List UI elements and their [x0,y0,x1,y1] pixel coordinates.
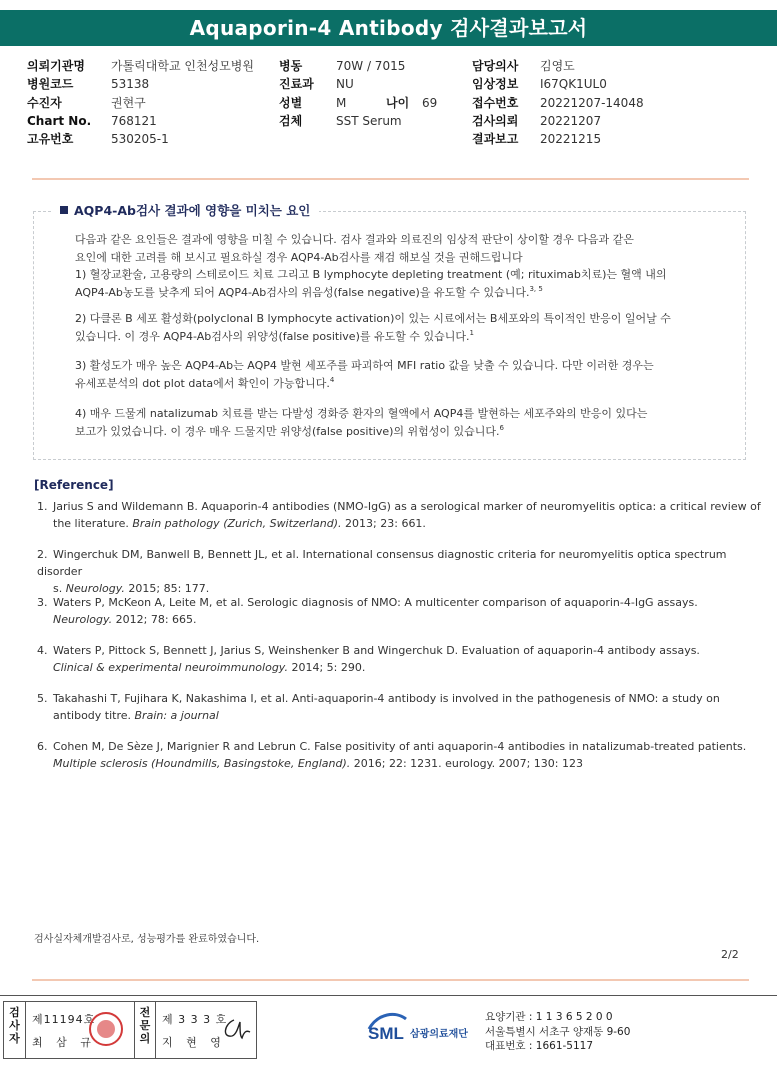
ref-text: 2014; 5: 290. [287,661,366,674]
field-label: 고유번호 [27,132,74,147]
doctor-cell [156,1002,256,1058]
square-bullet-icon [60,206,68,214]
text-span: 보고가 있었습니다. 이 경우 매우 드물지만 위양성(false positive)의 위험성이 있습니다. [75,424,500,438]
text-line: 요인에 대한 고려를 해 보시고 필요하실 경우 AQP4-Ab검사를 재검 해보실 것을 권해드립니다 [75,250,523,264]
text-line: 3) 활성도가 매우 높은 AQP4-Ab는 AQP4 발현 세포주를 파괴하여 MFI ratio 값을 낮출 수 있습니다. 다만 이러한 경우는 [75,359,654,372]
sml-logo-icon [366,1009,478,1045]
text-line [75,328,725,346]
factor-3 [75,357,725,392]
text-line: 4) 매우 드물게 natalizumab 치료를 받는 다발성 경화증 환자의 혈액에서 AQP4를 발현하는 세포주와의 반응이 있다는 [75,407,648,420]
ref-text: Takahashi T, Fujihara K, Nakashima I, et al. Anti-aquaporin-4 antibody is involved in the pathogenesis of NMO: a study on [53,692,720,705]
field-value: 20221207-14048 [540,95,644,110]
citation: 1 [469,328,474,337]
field-value: SST Serum [336,113,402,128]
footer-line [0,995,777,996]
text-line: 다음과 같은 요인들은 결과에 영향을 미칠 수 있습니다. 검사 결과와 의료진의 임상적 판단이 상이할 경우 다음과 같은 [75,233,634,246]
patient-info-col3 [472,57,644,148]
reference-item [37,498,769,532]
field-label: 수진자 [27,95,62,110]
field-value: I67QK1UL0 [540,77,607,92]
logo-mark: SML [368,1024,404,1043]
age-value: 69 [422,95,438,110]
text-span: 유세포분석의 dot plot data에서 확인이 가능합니다. [75,376,330,390]
factors-title-text: AQP4-Ab검사 결과에 영향을 미치는 요인 [74,203,311,218]
tester-cell [26,1002,134,1058]
field-label: 검체 [279,113,303,128]
ref-text: Waters P, McKeon A, Leite M, et al. Serologic diagnosis of NMO: A multicenter comparison of aquaporin-4-IgG assays. [53,596,698,609]
field-value: 530205-1 [111,132,169,147]
ref-text: 2012; 78: 665. [112,613,197,626]
ref-text: 2016; 22: 1231. eurology. 2007; 130: 123 [350,757,583,770]
tester-label: 검사자 [4,1002,26,1058]
citation: 6 [499,423,504,432]
ref-journal: Neurology. [65,582,125,595]
patient-info-col1 [27,57,271,148]
ref-number: 1. [37,500,48,513]
contact-line: 대표번호 : 1661-5117 [485,1040,594,1052]
field-label: 병원코드 [27,77,74,92]
validation-note: 검사실자체개발검사로, 성능평가를 완료하였습니다. [34,934,260,945]
text-line [75,423,725,441]
ref-journal: Brain: a journal [134,709,219,722]
field-value: 권현구 [111,95,146,110]
field-value: NU [336,77,354,92]
field-value: M [336,95,347,110]
text-line: 2) 다클론 B 세포 활성화(polyclonal B lymphocyte activation)이 있는 시료에서는 B세포와의 특이적인 반응이 일어날 수 [75,312,671,325]
doctor-license: 제 3 3 3 호 [162,1013,228,1026]
contact-line: 요양기관 : 1 1 3 6 5 2 0 0 [485,1011,613,1023]
ref-number: 2. [37,548,48,561]
reference-item [37,546,769,597]
doctor-name: 지 현 영 [162,1036,226,1049]
ref-text: Waters P, Pittock S, Bennett J, Jarius S, Weinshenker B and Wingerchuk D. Evaluation of aquaporin-4 antibody assays. [53,644,700,657]
divider [32,979,749,981]
ref-number: 6. [37,740,48,753]
reference-item [37,642,769,676]
field-label: Chart No. [27,113,92,128]
ref-number: 3. [37,596,48,609]
seal-stamp-icon [89,1012,123,1046]
text-span: AQP4-Ab농도를 낮추게 되어 AQP4-Ab검사의 위음성(false negative)을 유도할 수 있습니다. [75,285,530,299]
signature-block [3,1001,257,1059]
ref-journal: Neurology. [53,613,113,626]
field-value: 20221207 [540,113,602,128]
ref-number: 5. [37,692,48,705]
factor-2 [75,310,725,345]
ref-text: 2015; 85: 177. [124,582,210,595]
reference-heading: [Reference] [34,478,114,492]
field-label: 의뢰기관명 [27,59,85,73]
contact-line: 서울특별시 서초구 양재동 9-60 [485,1025,631,1038]
ref-text: antibody titre. [53,709,135,722]
ref-text: the literature. [53,517,133,530]
field-label: 검사의뢰 [472,113,519,128]
ref-journal: Brain pathology (Zurich, Switzerland). [132,517,342,530]
patient-info-col2 [279,57,472,130]
age-label: 나이 [386,95,410,110]
ref-text: Jarius S and Wildemann B. Aquaporin-4 antibodies (NMO-IgG) as a serological marker of neuromyelitis optica: a critical review of [53,500,761,513]
citation: 4 [329,375,335,384]
field-label: 담당의사 [472,59,519,73]
logo-org-name: 삼광의료재단 [410,1029,468,1040]
ref-text: s. [53,582,66,595]
ref-text: 2013; 23: 661. [341,517,426,530]
field-label: 병동 [279,59,303,73]
doctor-label: 전문의 [134,1002,156,1058]
page-number: 2/2 [721,948,739,961]
ref-text: Cohen M, De Sèze J, Marignier R and Lebrun C. False positivity of anti aquaporin-4 antibodies in natalizumab-treated patients. [53,740,747,753]
field-value: 53138 [111,77,150,92]
factors-title [51,201,319,219]
report-title: Aquaporin-4 Antibody 검사결과보고서 [0,10,777,46]
field-label: 성별 [279,95,303,110]
ref-text: Wingerchuk DM, Banwell B, Bennett JL, et al. International consensus diagnostic criteria for neuromyelitis optica spectrum disorder [37,548,727,578]
citation: 3, 5 [529,284,543,293]
text-span: 있습니다. 이 경우 AQP4-Ab검사의 위양성(false positive)를 유도할 수 있습니다. [75,329,470,343]
field-value: 김영도 [540,59,575,73]
field-label: 임상정보 [472,77,519,92]
signature-icon [220,1014,254,1044]
text-line [75,284,725,302]
reference-item [37,738,769,772]
field-value: 768121 [111,113,157,128]
text-line: 1) 혈장교환술, 고용량의 스테로이드 치료 그리고 B lymphocyte depleting treatment (예; rituximab치료)는 혈액 내의 [75,268,667,281]
factors-intro [75,231,725,301]
field-label: 결과보고 [472,132,519,147]
reference-item [37,690,769,724]
field-value: 20221215 [540,132,602,147]
reference-item [37,594,769,628]
factor-4 [75,405,725,440]
tester-license: 제11194호 [32,1013,96,1026]
field-value: 70W / 7015 [336,59,406,73]
field-value: 가톨릭대학교 인천성모병원 [111,59,254,73]
divider [32,178,749,180]
contact-info [485,1010,630,1054]
ref-journal: Clinical & experimental neuroimmunology. [53,661,288,674]
field-label: 접수번호 [472,95,519,110]
field-label: 진료과 [279,77,314,92]
tester-name: 최 삼 규 [32,1036,96,1049]
text-line [75,375,725,393]
ref-journal: Multiple sclerosis (Houndmills, Basingstoke, England). [53,757,351,770]
ref-number: 4. [37,644,48,657]
